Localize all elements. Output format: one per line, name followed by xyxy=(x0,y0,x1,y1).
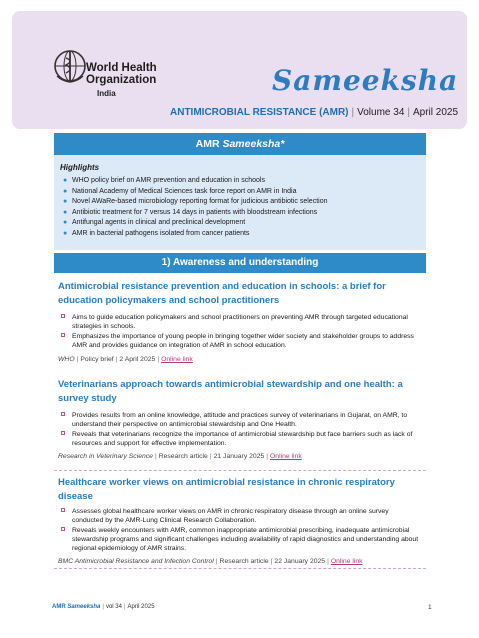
online-link[interactable]: Online link xyxy=(161,356,193,363)
masthead-amr: ANTIMICROBIAL RESISTANCE (AMR) xyxy=(170,107,349,118)
highlight-item: ● Antifungal agents in clinical and preclinical development xyxy=(63,219,246,227)
footer-italic: Sameeksha xyxy=(67,604,101,610)
footer-volume: vol 34 xyxy=(105,604,122,610)
section-heading: 1) Awareness and understanding xyxy=(54,253,426,273)
highlight-item: ● WHO policy brief on AMR prevention and education in schools xyxy=(63,177,265,184)
article-bullet: Aims to guide education policymakers and school practitioners on preventing AMR through targeted educational strategies in schools. xyxy=(58,313,420,331)
banner-italic: Sameeksha* xyxy=(222,138,285,150)
highlight-item: ● Antibiotic treatment for 7 versus 14 days in patients with bloodstream infections xyxy=(63,208,318,216)
article-meta: BMC Antimicrobial Resistance and Infection Control | Research article | 22 January 2025 | Online link xyxy=(58,558,363,565)
brand-logo: Sameeksha xyxy=(272,64,459,97)
article-date: 2 April 2025 xyxy=(119,356,156,363)
who-name xyxy=(86,62,157,86)
masthead-subtitle: ANTIMICROBIAL RESISTANCE (AMR) | Volume 34 | April 2025 xyxy=(170,107,459,118)
who-line1: World Health xyxy=(86,62,157,74)
article-type: Policy brief xyxy=(80,356,114,363)
banner-prefix: AMR xyxy=(195,138,223,150)
article-type: Research article xyxy=(219,558,269,565)
article-divider xyxy=(54,470,426,471)
online-link[interactable]: Online link xyxy=(270,453,302,460)
article-source: Research in Veterinary Science xyxy=(58,453,153,460)
article-bullet: Reveals weekly encounters with AMR, common inappropriate antimicrobial prescribing, inadequate antimicrobial stewardship programs and significant challenges including availability of rapid diagnostics and understanding about regional epidemiology of AMR strains. xyxy=(58,526,420,553)
footer-date: April 2025 xyxy=(127,604,155,610)
footer-amr: AMR xyxy=(52,604,68,610)
who-line2: Organization xyxy=(86,74,157,86)
page-number: 1 xyxy=(428,604,432,611)
article-type: Research article xyxy=(158,453,208,460)
highlight-item: ● Novel AWaRe-based microbiology reporting format for judicious antibiotic selection xyxy=(63,198,328,206)
article-date: 22 January 2025 xyxy=(274,558,326,565)
article-divider xyxy=(54,568,426,569)
masthead-volume: Volume 34 xyxy=(357,107,405,118)
article-bullet: Assesses global healthcare worker views on AMR in chronic respiratory disease through an online survey conducted by the AMR-Lung Clinical Research Collaboration. xyxy=(58,507,420,525)
highlights-title: Highlights xyxy=(60,163,100,172)
article-source: BMC Antimicrobial Resistance and Infection Control xyxy=(58,558,214,565)
highlights-box xyxy=(54,155,426,250)
article-title[interactable]: Veterinarians approach towards antimicrobial stewardship and one health: a survey study xyxy=(58,379,403,404)
article-title[interactable]: Healthcare worker views on antimicrobial resistance in chronic respiratory disease xyxy=(58,477,395,502)
newsletter-banner xyxy=(54,133,426,155)
article-1 xyxy=(58,280,420,363)
article-bullet: Reveals that veterinarians recognize the importance of antimicrobial stewardship but face barriers such as lack of resources and support for effective implementation. xyxy=(58,430,420,448)
masthead-date: April 2025 xyxy=(413,107,459,118)
article-bullet: Provides results from an online knowledge, attitude and practices survey of veterinarians in Gujarat, on AMR, to understand their perspective on antimicrobial stewardship and One Health. xyxy=(58,411,420,429)
article-source: WHO xyxy=(58,356,75,363)
article-title[interactable]: Antimicrobial resistance prevention and education in schools: a brief for education policymakers and school practitioners xyxy=(58,281,386,306)
article-date: 21 January 2025 xyxy=(213,453,265,460)
article-3 xyxy=(58,476,420,565)
who-emblem-icon xyxy=(52,48,88,84)
highlight-item: ● National Academy of Medical Sciences task force report on AMR in India xyxy=(63,187,297,195)
page-footer: AMR Sameeksha | vol 34 | April 2025 xyxy=(52,604,155,610)
who-country: India xyxy=(97,89,116,98)
article-2 xyxy=(58,378,420,460)
article-bullet: Emphasizes the importance of young people in bringing together wider society and stakeholder groups to address AMR and provides guidance on integration of AMR in school education. xyxy=(58,332,420,350)
highlight-item: ● AMR in bacterial pathogens isolated from cancer patients xyxy=(63,229,250,237)
article-meta: WHO | Policy brief | 2 April 2025 | Online link xyxy=(58,356,193,363)
article-meta: Research in Veterinary Science | Research article | 21 January 2025 | Online link xyxy=(58,453,302,460)
online-link[interactable]: Online link xyxy=(330,558,363,565)
